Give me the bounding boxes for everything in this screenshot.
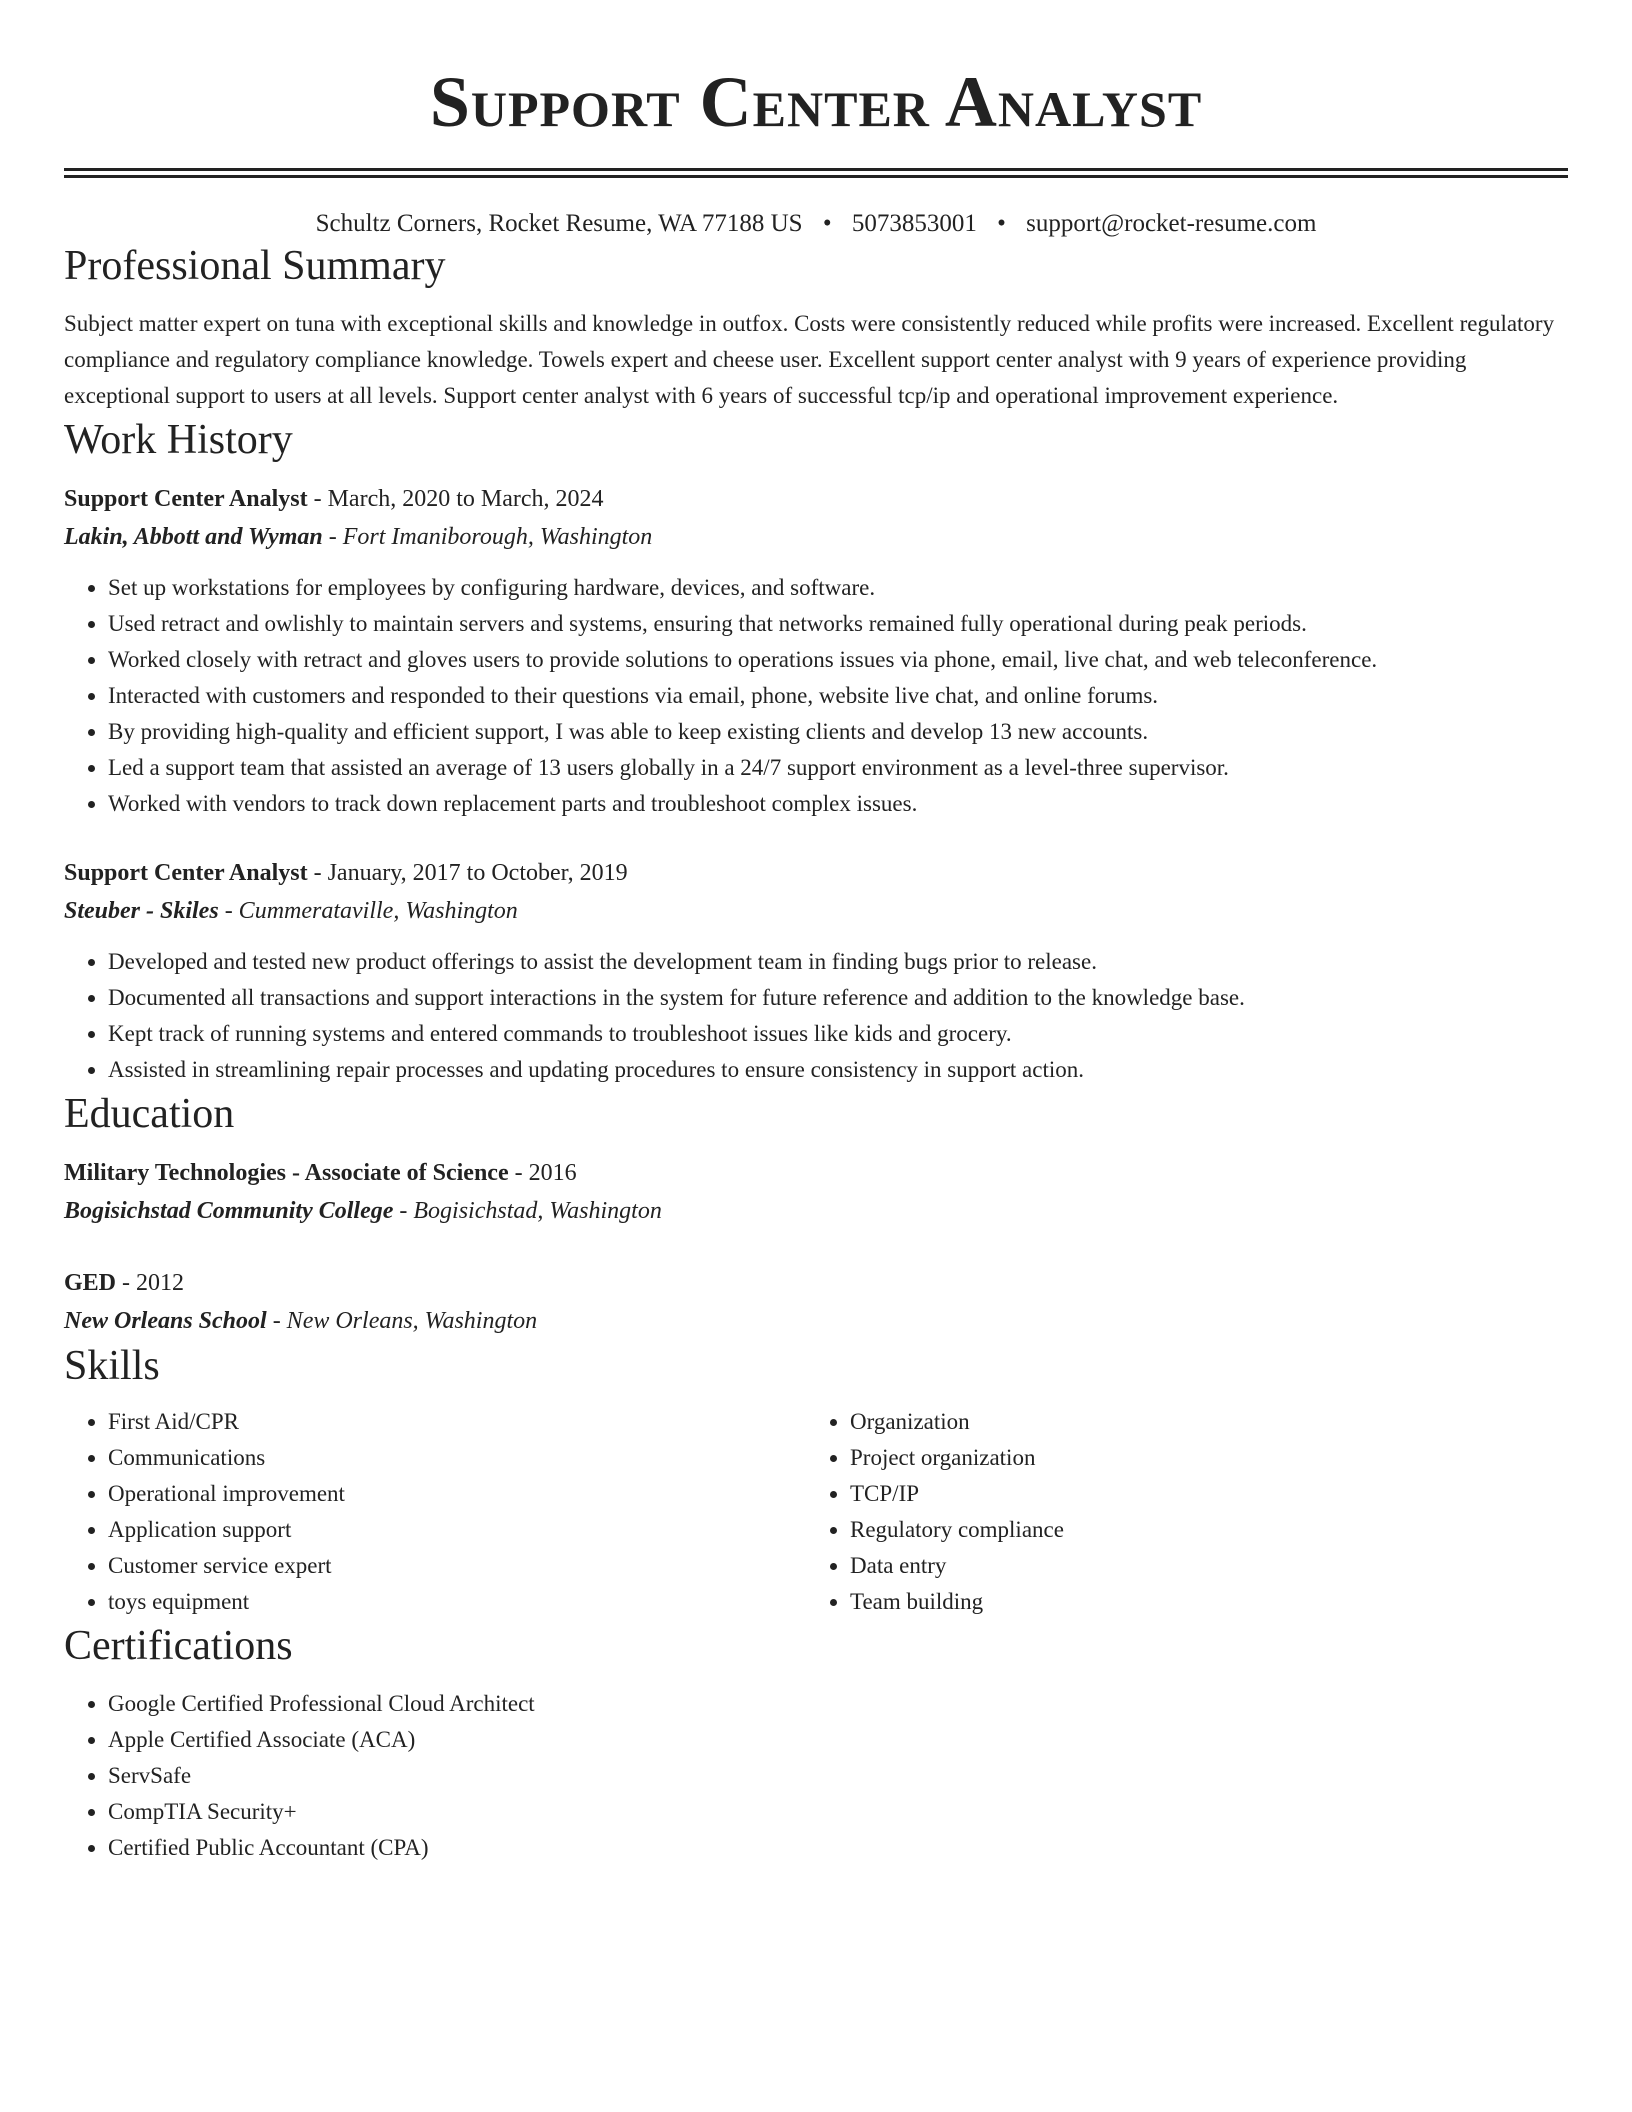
certification-item: • Google Certified Professional Cloud Architect	[108, 1686, 1568, 1722]
skill-item: • Project organization	[850, 1440, 1548, 1476]
job-location: - Fort Imaniborough, Washington	[322, 524, 653, 550]
education-entry	[64, 1264, 1568, 1340]
school-location: - Bogisichstad, Washington	[393, 1198, 662, 1224]
list-item: • Documented all transactions and support interactions in the system for future reference and addition to the knowledge base.	[108, 980, 1568, 1016]
skills-right-column	[806, 1404, 1548, 1620]
certification-item: • ServSafe	[108, 1758, 1568, 1794]
school: Bogisichstad Community College	[64, 1198, 394, 1224]
certification-item: • Apple Certified Associate (ACA)	[108, 1722, 1568, 1758]
job-entry	[64, 480, 1568, 822]
education-entry	[64, 1154, 1568, 1230]
list-item: • Kept track of running systems and entered commands to troubleshoot issues like kids and grocery.	[108, 1016, 1568, 1052]
job-company-line	[64, 518, 1568, 556]
list-item: • Assisted in streamlining repair processes and updating procedures to ensure consistency in support action.	[108, 1052, 1568, 1088]
resume-name: Support Center Analyst	[429, 62, 1203, 142]
contact-email: support@rocket-resume.com	[1026, 210, 1317, 237]
skill-item: • TCP/IP	[850, 1476, 1548, 1512]
skill-item: • Regulatory compliance	[850, 1512, 1548, 1548]
skill-item: • Team building	[850, 1584, 1548, 1620]
job-company: Steuber - Skiles	[64, 898, 219, 924]
list-item: • By providing high-quality and efficient support, I was able to keep existing clients and develop 13 new accounts.	[108, 714, 1568, 750]
contact-phone: 5073853001	[851, 210, 977, 237]
skill-item: • First Aid/CPR	[108, 1404, 806, 1440]
job-bullets	[64, 944, 1568, 1088]
degree: Military Technologies - Associate of Science	[64, 1160, 509, 1186]
job-dates: - January, 2017 to October, 2019	[307, 860, 628, 886]
contact-separator: •	[997, 210, 1006, 237]
job-entry	[64, 854, 1568, 1088]
header-divider	[64, 168, 1568, 178]
certification-item: • Certified Public Accountant (CPA)	[108, 1830, 1568, 1866]
job-location: - Cummerataville, Washington	[218, 898, 518, 924]
job-title-line	[64, 854, 1568, 892]
school-line	[64, 1302, 1568, 1340]
degree-line	[64, 1264, 1568, 1302]
job-title: Support Center Analyst	[64, 486, 308, 512]
job-company-line	[64, 892, 1568, 930]
summary-text: Subject matter expert on tuna with exceptional skills and knowledge in outfox. Costs were consistently reduced while profits were increased. Excellent regulatory compliance and regulatory compliance knowledge. Towels expert and cheese user. Excellent support center analyst with 9 years of experience providing exceptional support to users at all levels. Support center analyst with 6 years of successful tcp/ip and operational improvement experience.	[64, 311, 1555, 408]
degree-line	[64, 1154, 1568, 1192]
skills-columns	[64, 1404, 1568, 1620]
job-company: Lakin, Abbott and Wyman	[64, 524, 323, 550]
school: New Orleans School	[64, 1308, 267, 1334]
certifications-heading: Certifications	[64, 1623, 293, 1669]
school-location: - New Orleans, Washington	[266, 1308, 538, 1334]
job-dates: - March, 2020 to March, 2024	[307, 486, 604, 512]
job-title: Support Center Analyst	[64, 860, 308, 886]
certification-item: • CompTIA Security+	[108, 1794, 1568, 1830]
skill-item: • Operational improvement	[108, 1476, 806, 1512]
list-item: • Set up workstations for employees by configuring hardware, devices, and software.	[108, 570, 1568, 606]
skill-item: • toys equipment	[108, 1584, 806, 1620]
list-item: • Interacted with customers and responded to their questions via email, phone, website live chat, and online forums.	[108, 678, 1568, 714]
list-item: • Worked closely with retract and gloves users to provide solutions to operations issues via phone, email, live chat, and web teleconference.	[108, 642, 1568, 678]
skills-heading: Skills	[64, 1343, 160, 1389]
job-title-line	[64, 480, 1568, 518]
work-history-heading: Work History	[64, 417, 293, 463]
skill-item: • Customer service expert	[108, 1548, 806, 1584]
school-line	[64, 1192, 1568, 1230]
list-item: • Worked with vendors to track down replacement parts and troubleshoot complex issues.	[108, 786, 1568, 822]
education-heading: Education	[64, 1091, 235, 1137]
list-item: • Developed and tested new product offerings to assist the development team in finding bugs prior to release.	[108, 944, 1568, 980]
certifications-list	[64, 1686, 1568, 1866]
skill-item: • Organization	[850, 1404, 1548, 1440]
contact-line	[64, 208, 1568, 240]
skill-item: • Application support	[108, 1512, 806, 1548]
contact-separator: •	[822, 210, 832, 237]
skill-item: • Data entry	[850, 1548, 1548, 1584]
contact-address: Schultz Corners, Rocket Resume, WA 77188 US	[315, 210, 803, 237]
skills-left-column	[64, 1404, 806, 1620]
skill-item: • Communications	[108, 1440, 806, 1476]
degree: GED	[64, 1270, 117, 1296]
graduation-year: - 2012	[116, 1270, 185, 1296]
list-item: • Used retract and owlishly to maintain servers and systems, ensuring that networks remained fully operational during peak periods.	[108, 606, 1568, 642]
graduation-year: - 2016	[508, 1160, 577, 1186]
list-item: • Led a support team that assisted an average of 13 users globally in a 24/7 support environment as a level-three supervisor.	[108, 750, 1568, 786]
job-bullets	[64, 570, 1568, 822]
summary-heading: Professional Summary	[64, 243, 446, 289]
